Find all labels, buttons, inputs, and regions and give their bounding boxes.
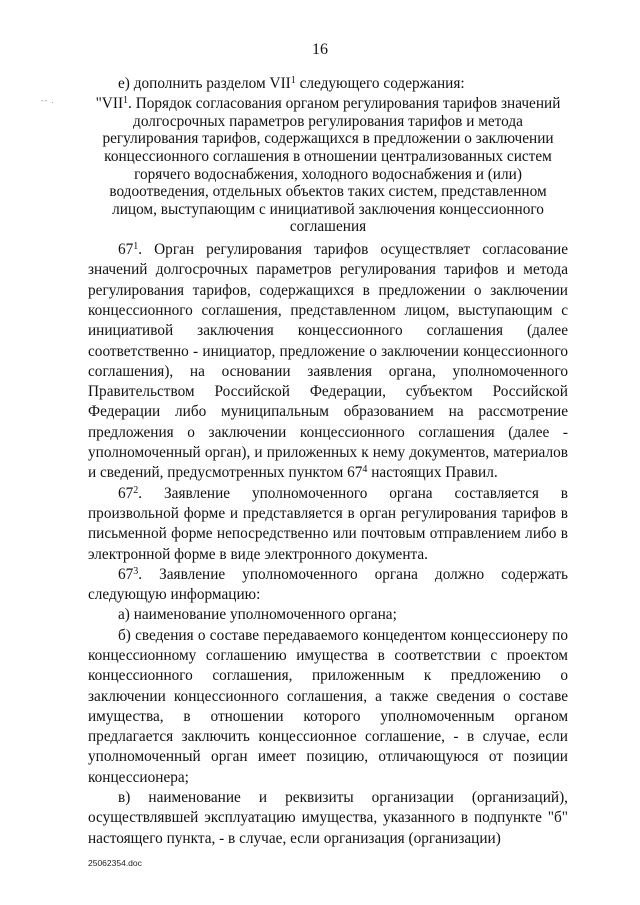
list-item-b: б) сведения о составе передаваемого концедентом концессионеру по концессионному соглашению имущества в соответствии с проектом концессионного соглашения, приложенным к предложению о заключении концессионного соглашения, а также сведения о составе имущества, в отношении которого уполномоченным органом предлагается заключить концессионное соглашение, - в случае, если уполномоченный орган имеет позицию, отличающуюся от позиции концессионера;: [88, 626, 568, 786]
paragraph-67-2: $67^2$. Заявление уполномоченного органа составляется в произвольной форме и представляется в орган регулирования тарифов в письменной форме непосредственно или почтовым отправлением либо в электронной форме в виде электронного документа.: [88, 484, 568, 563]
amendment-intro: е) дополнить разделом VII$^1$ следующего содержания:: [118, 75, 465, 92]
margin-mark: -- .: [41, 96, 55, 105]
list-item-v: в) наименование и реквизиты организации (организаций), осуществлявшей эксплуатацию имущества, указанного в подпункте "б" настоящего пункта, - в случае, если организация (организации): [88, 789, 568, 847]
list-item-a: а) наименование уполномоченного органа;: [118, 606, 397, 624]
section-title: "VII$^1$. Порядок согласования органом регулирования тарифов значений долгосрочных параметров регулирования тарифов и метода регулирования тарифов, содержащихся в предложении о заключении концессионного соглашения в отношении централизованных систем горячего водоснабжения, холодного водоснабжения и (или) водоотведения, отдельных объектов таких систем, представленном лицом, выступающим с инициативой заключения концессионного соглашения: [95, 95, 561, 236]
paragraph-67-3: $67^3$. Заявление уполномоченного органа должно содержать следующую информацию:: [88, 565, 568, 604]
document-body: [88, 74, 568, 849]
document-filename: 25062354.doc: [88, 858, 142, 868]
page-number: 16: [312, 41, 328, 58]
paragraph-67-1: $67^1$. Орган регулирования тарифов осуществляет согласование значений долгосрочных параметров регулирования тарифов и метода регулирования тарифов, содержащихся в предложении о заключении концессионного соглашения, представленном лицом, выступающим с инициативой заключения концессионного соглашения (далее соответственно - инициатор, предложение о заключении концессионного соглашения), на основании заявления органа, уполномоченного Правительством Российской Федерации, субъектом Российской Федерации либо муниципальным образованием на рассмотрение предложения о заключении концессионного соглашения (далее - уполномоченный орган), и приложенных к нему документов, материалов и сведений, предусмотренных пунктом $67^4$ настоящих Правил.: [88, 241, 568, 482]
